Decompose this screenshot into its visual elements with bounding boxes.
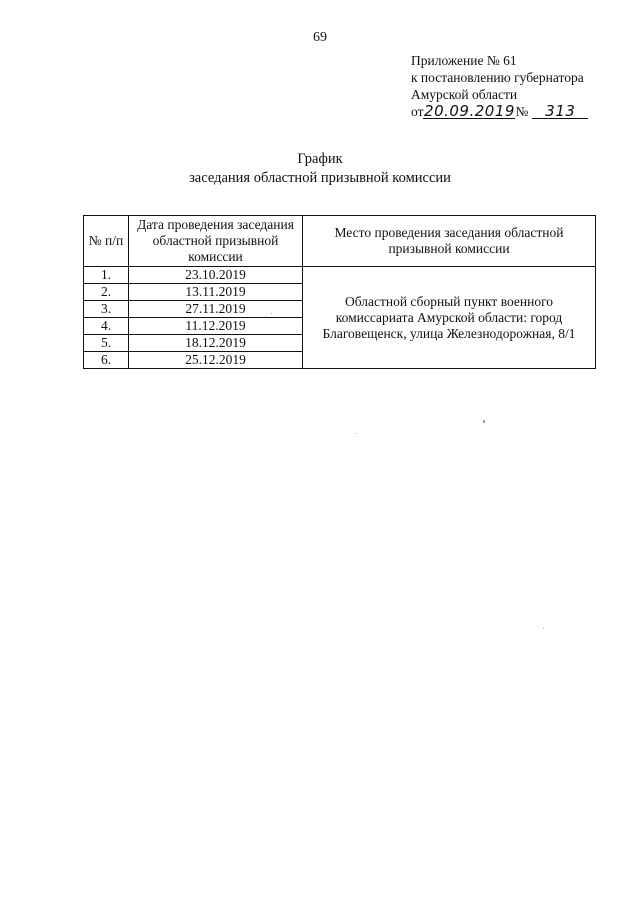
header-num: № п/п xyxy=(84,216,129,267)
row-date: 18.12.2019 xyxy=(129,335,303,352)
number-prefix: № xyxy=(515,104,529,119)
row-num: 6. xyxy=(84,352,129,369)
scan-speck xyxy=(543,628,544,629)
row-num: 5. xyxy=(84,335,129,352)
appendix-title: Приложение № 61 xyxy=(411,53,517,68)
scan-speck xyxy=(271,313,272,314)
row-num: 4. xyxy=(84,318,129,335)
document-heading: График xyxy=(297,151,343,167)
title-block xyxy=(0,150,640,188)
row-date: 25.12.2019 xyxy=(129,352,303,369)
row-num: 3. xyxy=(84,301,129,318)
appendix-date-row xyxy=(411,103,631,120)
document-subheading: заседания областной призывной комиссии xyxy=(189,170,451,186)
table-row xyxy=(84,267,596,284)
place-cell: Областной сборный пункт военного комиссариата Амурской области: город Благовещенск, улица Железнодорожная, 8/1 xyxy=(303,267,596,369)
scan-speck xyxy=(483,420,485,423)
date-prefix: от xyxy=(411,104,424,119)
appendix-block xyxy=(411,52,631,120)
table-header-row xyxy=(84,216,596,267)
row-date: 23.10.2019 xyxy=(129,267,303,284)
row-date: 11.12.2019 xyxy=(129,318,303,335)
handwritten-number: 313 xyxy=(532,104,588,119)
row-num: 1. xyxy=(84,267,129,284)
handwritten-date: 20.09.2019 xyxy=(424,102,515,120)
header-place: Место проведения заседания областной призывной комиссии xyxy=(303,216,596,267)
page-number: 69 xyxy=(313,30,327,45)
row-date: 27.11.2019 xyxy=(129,301,303,318)
scan-speck xyxy=(355,433,356,434)
appendix-decree-line: к постановлению губернатора xyxy=(411,70,584,85)
row-num: 2. xyxy=(84,284,129,301)
schedule-table xyxy=(83,215,596,369)
row-date: 13.11.2019 xyxy=(129,284,303,301)
header-date: Дата проведения заседания областной призывной комиссии xyxy=(129,216,303,267)
appendix-region-line: Амурской области xyxy=(411,87,518,102)
